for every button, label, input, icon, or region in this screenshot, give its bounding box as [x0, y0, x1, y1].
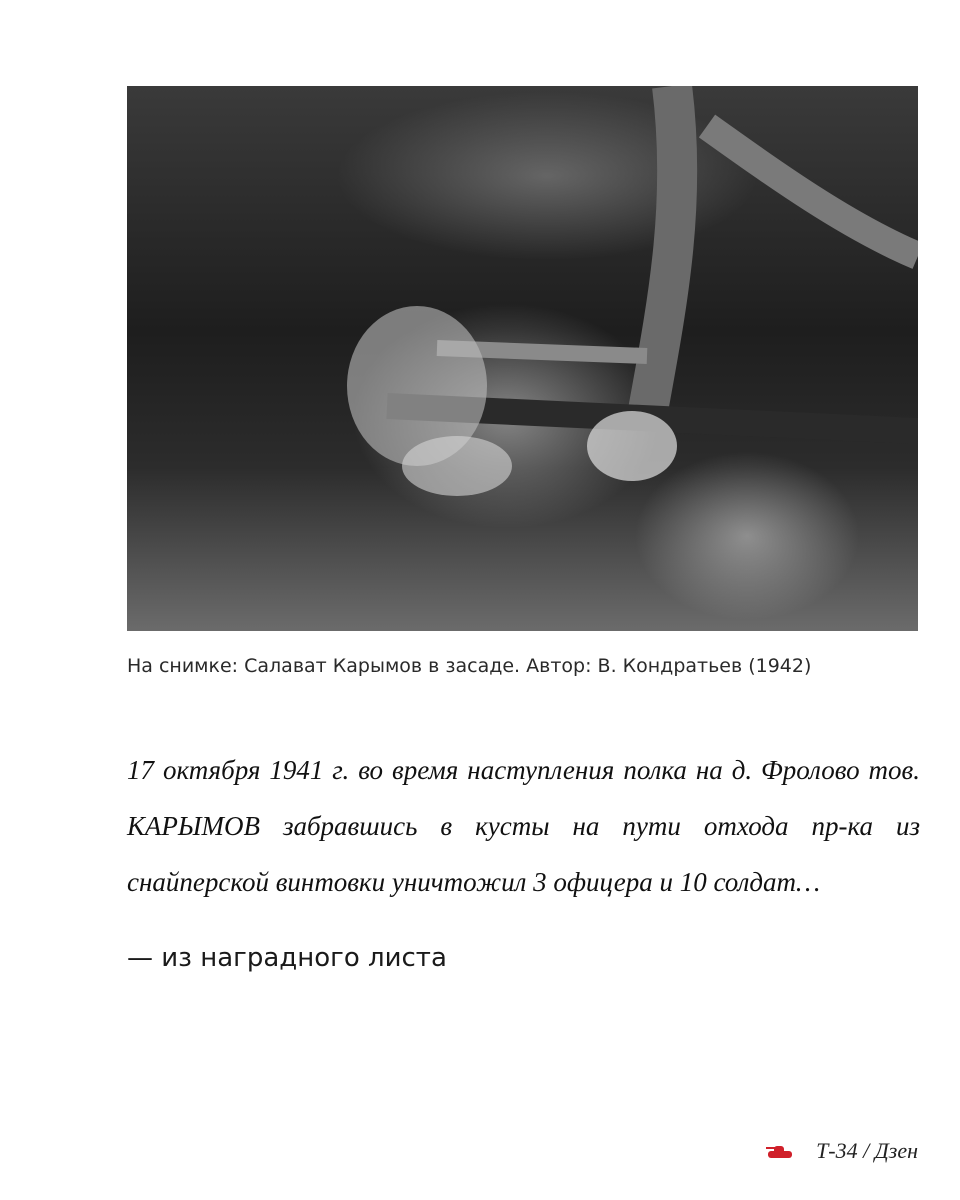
footer-brand[interactable] — [766, 1136, 918, 1166]
award-quote: 17 октября 1941 г. во время наступления полка на д. Фролово тов. КАРЫМОВ забравшись в кусты на пути отхода пр-ка из снайперской винтовки уничтожил 3 офицера и 10 солдат… — [127, 755, 920, 897]
quote-attribution: — из наградного листа — [127, 943, 447, 973]
brand-label: Т-34 / Дзен — [816, 1138, 918, 1163]
photo-placeholder — [127, 86, 918, 631]
photo-caption: На снимке: Салават Карымов в засаде. Автор: В. Кондратьев (1942) — [127, 655, 812, 677]
tank-icon — [766, 1142, 794, 1160]
sniper-photo — [127, 86, 918, 631]
